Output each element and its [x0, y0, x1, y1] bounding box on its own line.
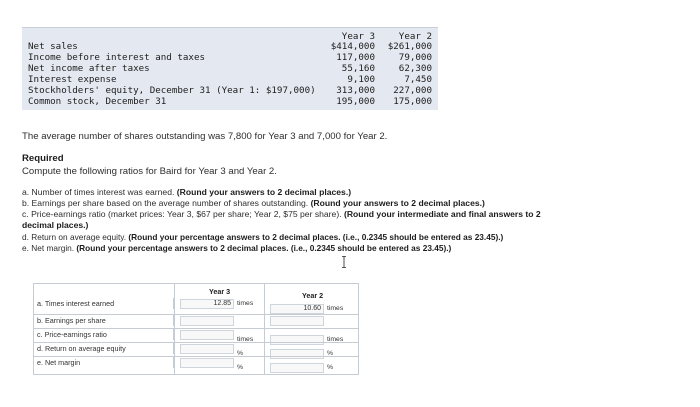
answer-row-c	[34, 328, 358, 343]
fin-row-y3: $414,000	[330, 41, 375, 52]
pe-ratio-y3-unit: times	[237, 336, 254, 343]
net-margin-y3-unit: %	[237, 364, 244, 371]
fin-row-y2: 62,300	[398, 63, 432, 74]
question-b	[22, 198, 485, 208]
times-interest-y2-input[interactable]: 10.60	[270, 304, 324, 314]
question-a-rounding: (Round your answers to 2 decimal places.)	[176, 187, 352, 197]
question-d-text: d. Return on average equity.	[22, 232, 127, 242]
answer-row-b	[34, 314, 358, 326]
year2-header: Year 2	[398, 31, 432, 42]
answer-header-year2: Year 2	[302, 291, 324, 300]
net-margin-y3-input[interactable]	[180, 358, 234, 368]
net-margin-y2-unit: %	[327, 364, 334, 371]
answer-row-e	[34, 356, 358, 374]
fin-row-label: Stockholders' equity, December 31 (Year 1: $197,000)	[28, 85, 316, 96]
answer-row-d	[34, 342, 358, 357]
question-b-rounding: (Round your answers to 2 decimal places.)	[310, 198, 485, 208]
fin-row-y3: 9,100	[347, 74, 375, 85]
required-heading: Required	[22, 153, 64, 164]
fin-row-y2: 175,000	[393, 96, 432, 107]
fin-row-label: Common stock, December 31	[28, 96, 167, 107]
answer-row-label: b. Earnings per share	[34, 315, 174, 326]
fin-row-y3: 117,000	[336, 52, 375, 63]
fin-row-y3: 55,160	[341, 63, 375, 74]
text-cursor-icon	[341, 256, 347, 268]
shares-note: The average number of shares outstanding was 7,800 for Year 3 and 7,000 for Year 2.	[22, 131, 388, 142]
answer-row-label: e. Net margin	[34, 357, 174, 368]
year3-header: Year 3	[341, 31, 375, 42]
fin-row-y3: 195,000	[336, 96, 375, 107]
answer-header-year3: Year 3	[209, 287, 231, 296]
roe-y3-input[interactable]	[180, 344, 234, 354]
pe-ratio-y3-input[interactable]	[180, 330, 234, 340]
pe-ratio-y2-unit: times	[327, 336, 344, 343]
answer-row-label: d. Return on average equity	[34, 343, 174, 354]
fin-row-label: Income before interest and taxes	[28, 52, 206, 63]
question-a-text: a. Number of times interest was earned.	[22, 187, 175, 197]
net-margin-y2-input[interactable]	[270, 363, 324, 373]
question-a	[22, 187, 351, 197]
fin-row-y3: 313,000	[336, 85, 375, 96]
times-interest-y3-unit: times	[237, 300, 254, 307]
fin-row-label: Net income after taxes	[28, 63, 150, 74]
question-c-text: c. Price-earnings ratio (market prices: Year 3, $67 per share; Year 2, $75 per share).	[22, 209, 342, 219]
instruction-text: Compute the following ratios for Baird for Year 3 and Year 2.	[22, 166, 277, 177]
question-d-rounding: (Round your percentage answers to 2 decimal places. (i.e., 0.2345 should be entered as 23.45).)	[128, 232, 504, 242]
answer-row-label: a. Times interest earned	[34, 298, 174, 309]
fin-row-label: Net sales	[28, 41, 78, 52]
financial-data-table	[22, 27, 438, 110]
answer-row-a	[34, 298, 358, 312]
question-b-text: b. Earnings per share based on the average number of shares outstanding.	[22, 198, 309, 208]
roe-y3-unit: %	[237, 350, 244, 357]
question-e-rounding: (Round your percentage answers to 2 decimal places. (i.e., 0.2345 should be entered as 23.45).)	[76, 243, 452, 253]
answer-row-label: c. Price-earnings ratio	[34, 329, 174, 340]
fin-row-label: Interest expense	[28, 74, 117, 85]
roe-y2-unit: %	[327, 350, 334, 357]
times-interest-y3-input[interactable]: 12.85	[180, 299, 234, 309]
question-e	[22, 243, 451, 253]
answer-table	[33, 283, 359, 375]
fin-row-y2: 79,000	[398, 52, 432, 63]
eps-y3-input[interactable]	[180, 316, 234, 326]
fin-row-y2: 7,450	[404, 74, 432, 85]
question-c	[22, 209, 541, 219]
fin-row-y2: $261,000	[387, 41, 432, 52]
times-interest-y2-unit: times	[327, 305, 344, 312]
question-d	[22, 232, 503, 242]
fin-row-y2: 227,000	[393, 85, 432, 96]
question-c-rounding: (Round your intermediate and final answers to 2	[343, 209, 541, 219]
question-e-text: e. Net margin.	[22, 243, 75, 253]
question-c-rounding-cont: decimal places.)	[22, 220, 89, 230]
eps-y2-input[interactable]	[270, 316, 324, 326]
